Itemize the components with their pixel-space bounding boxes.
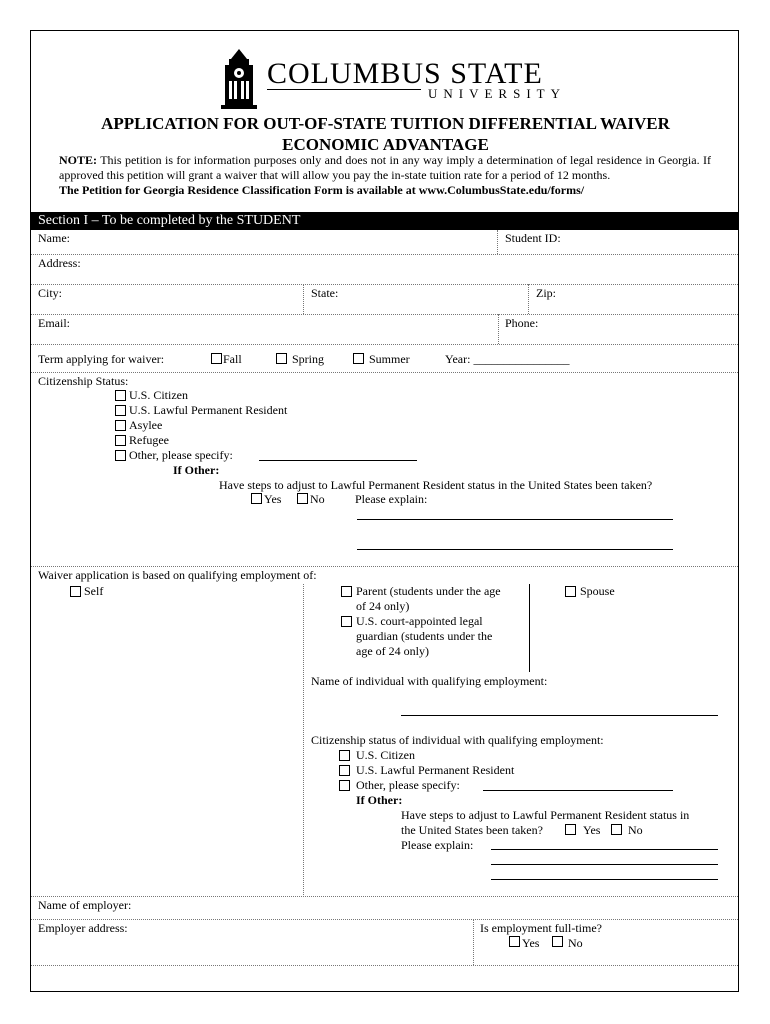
note-text: This petition is for information purposes only and does not in any way imply a determination of legal residence in Georgia. If approved this petition will grant a waiver that will allow you pay the in-state tuition rate for a period of 12 months. (59, 153, 711, 182)
logo-wordmark: COLUMBUS STATE (267, 57, 543, 90)
divider (497, 230, 498, 254)
logo-rule (267, 89, 421, 90)
email-label: Email: (38, 316, 70, 330)
qualifying-name-field[interactable] (401, 715, 718, 716)
yes-label: Yes (522, 936, 540, 950)
guardian-checkbox[interactable] (341, 616, 352, 627)
qual-permanent-resident-checkbox[interactable] (339, 765, 350, 776)
logo-subtitle: UNIVERSITY (428, 86, 566, 101)
divider (31, 254, 738, 255)
lpr-yes-checkbox[interactable] (251, 493, 262, 504)
us-citizen-checkbox[interactable] (115, 390, 126, 401)
employer-address-label: Employer address: (38, 921, 128, 935)
divider (31, 965, 738, 966)
divider (529, 584, 530, 672)
qual-citizenship-option: U.S. Lawful Permanent Resident (356, 763, 515, 777)
fall-checkbox[interactable] (211, 353, 222, 364)
qual-other-specify-field[interactable] (483, 790, 673, 791)
lpr-question: Have steps to adjust to Lawful Permanent Resident status in the United States been taken? (219, 478, 653, 492)
qual-us-citizen-checkbox[interactable] (339, 750, 350, 761)
qual-lpr-yes-checkbox[interactable] (565, 824, 576, 835)
qual-if-other-label: If Other: (356, 793, 403, 807)
year-field[interactable]: Year: ________________ (445, 352, 570, 366)
name-label: Name: (38, 231, 70, 245)
divider (528, 284, 529, 314)
qual-lpr-question: the United States been taken? (401, 823, 543, 837)
employer-name-label: Name of employer: (38, 898, 132, 912)
divider (31, 372, 738, 373)
citizenship-option: Other, please specify: (129, 448, 233, 462)
no-label: No (628, 823, 643, 837)
permanent-resident-checkbox[interactable] (115, 405, 126, 416)
application-form (30, 30, 739, 992)
spring-label: Spring (292, 352, 325, 366)
phone-label: Phone: (505, 316, 539, 330)
parent-label-line: Parent (students under the age (356, 584, 501, 598)
guardian-label-line: age of 24 only) (356, 644, 429, 658)
qual-lpr-question: Have steps to adjust to Lawful Permanent Resident status in (401, 808, 690, 822)
yes-label: Yes (583, 823, 601, 837)
citizenship-option: Asylee (129, 418, 163, 432)
clock-tower-icon (217, 47, 261, 111)
qual-citizenship-option: Other, please specify: (356, 778, 460, 792)
waiver-label: Waiver application is based on qualifying employment of: (38, 568, 317, 582)
no-label: No (568, 936, 583, 950)
divider (31, 284, 738, 285)
self-label: Self (84, 584, 104, 598)
state-label: State: (311, 286, 339, 300)
qualifying-citizenship-label: Citizenship status of individual with qualifying employment: (311, 733, 604, 747)
note-label: NOTE: (59, 153, 98, 167)
guardian-label-line: guardian (students under the (356, 629, 493, 643)
section-header: Section I – To be completed by the STUDENT (31, 212, 738, 230)
student-id-label: Student ID: (505, 231, 561, 245)
divider (473, 919, 474, 965)
divider (31, 314, 738, 315)
summer-checkbox[interactable] (353, 353, 364, 364)
if-other-label: If Other: (173, 463, 220, 477)
qual-explain-line[interactable] (491, 879, 718, 880)
divider (303, 284, 304, 314)
no-label: No (310, 492, 325, 506)
citizenship-option: U.S. Citizen (129, 388, 188, 402)
asylee-checkbox[interactable] (115, 420, 126, 431)
spring-checkbox[interactable] (276, 353, 287, 364)
guardian-label-line: U.S. court-appointed legal (356, 614, 483, 628)
qual-explain-line[interactable] (491, 849, 718, 850)
spouse-checkbox[interactable] (565, 586, 576, 597)
qual-lpr-no-checkbox[interactable] (611, 824, 622, 835)
explain-line[interactable] (357, 549, 673, 550)
divider (498, 314, 499, 344)
note-paragraph (59, 153, 711, 183)
form-subtitle: ECONOMIC ADVANTAGE (282, 135, 489, 154)
divider (31, 896, 738, 897)
other-specify-field[interactable] (259, 460, 417, 461)
refugee-checkbox[interactable] (115, 435, 126, 446)
parent-label-line: of 24 only) (356, 599, 410, 613)
term-label: Term applying for waiver: (38, 352, 165, 366)
qualifying-name-label: Name of individual with qualifying employment: (311, 674, 548, 688)
fulltime-no-checkbox[interactable] (552, 936, 563, 947)
explain-line[interactable] (357, 519, 673, 520)
citizenship-option: U.S. Lawful Permanent Resident (129, 403, 288, 417)
qual-explain-line[interactable] (491, 864, 718, 865)
citizenship-label: Citizenship Status: (38, 374, 129, 388)
citizenship-option: Refugee (129, 433, 169, 447)
qual-explain-label: Please explain: (401, 838, 474, 852)
form-title: APPLICATION FOR OUT-OF-STATE TUITION DIFFERENTIAL WAIVER (101, 114, 670, 133)
lpr-no-checkbox[interactable] (297, 493, 308, 504)
fall-label: Fall (223, 352, 242, 366)
self-checkbox[interactable] (70, 586, 81, 597)
city-label: City: (38, 286, 63, 300)
divider (31, 344, 738, 345)
other-checkbox[interactable] (115, 450, 126, 461)
qual-other-checkbox[interactable] (339, 780, 350, 791)
zip-label: Zip: (536, 286, 556, 300)
yes-label: Yes (264, 492, 282, 506)
fulltime-question: Is employment full-time? (480, 921, 602, 935)
address-label: Address: (38, 256, 81, 270)
divider (303, 584, 304, 897)
parent-checkbox[interactable] (341, 586, 352, 597)
fulltime-yes-checkbox[interactable] (509, 936, 520, 947)
explain-label: Please explain: (355, 492, 428, 506)
summer-label: Summer (369, 352, 410, 366)
divider (31, 566, 738, 567)
qual-citizenship-option: U.S. Citizen (356, 748, 415, 762)
divider (31, 919, 738, 920)
university-logo (217, 47, 261, 111)
note-bold-line: The Petition for Georgia Residence Classification Form is available at www.ColumbusState.edu/forms/ (59, 183, 585, 197)
spouse-label: Spouse (580, 584, 615, 598)
